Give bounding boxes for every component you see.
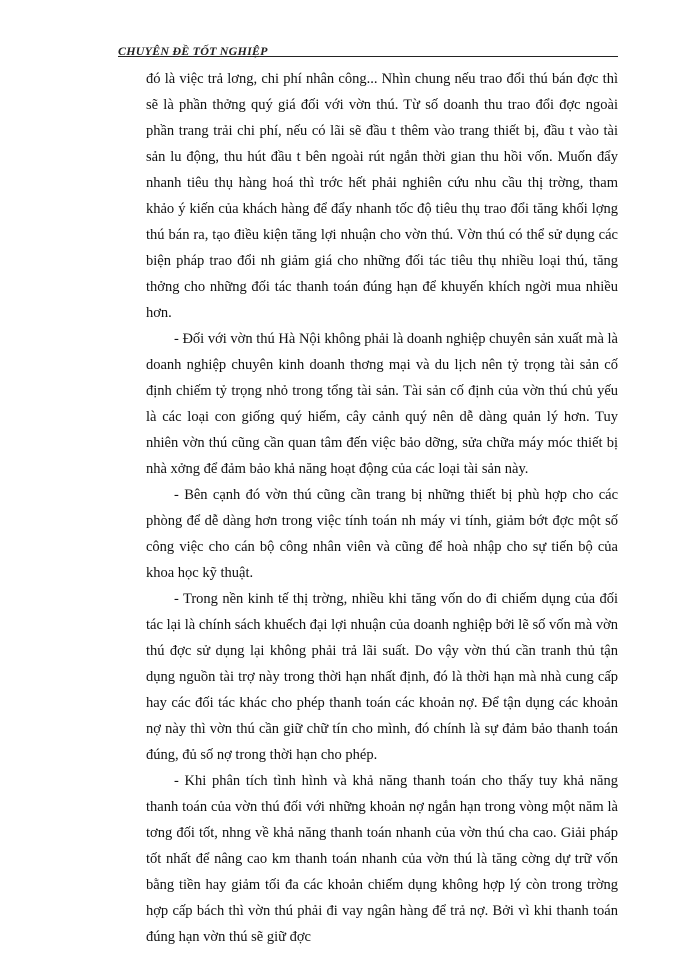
paragraph: - Bên cạnh đó vờn thú cũng cần trang bị những thiết bị phù hợp cho các phòng để dễ dàng hơn trong việc tính toán nh máy vi tính, giảm bớt đợc một số công việc cho cán bộ công nhân viên và cũng để hoà nhập cho sự tiến bộ của khoa học kỹ thuật. <box>146 487 618 581</box>
page-header <box>118 44 618 59</box>
document-body <box>146 66 618 950</box>
paragraph: đó là việc trả lơng, chi phí nhân công... Nhìn chung nếu trao đổi thú bán đợc thì sẽ là phần thởng quý giá đối với vờn thú. Từ số doanh thu trao đổi đợc ngoài phần trang trải chi phí, nếu có lãi sẽ đầu t thêm vào trang thiết bị, đầu t vào tài sản lu động, thu hút đầu t bên ngoài rút ngắn thời gian thu hồi vốn. Muốn đẩy nhanh tiêu thụ hàng hoá thì trớc hết phải nghiên cứu nhu cầu thị trờng, tham khảo ý kiến của khách hàng để đẩy nhanh tốc độ tiêu thụ trao đổi tăng khối lợng thú bán ra, tạo điều kiện tăng lợi nhuận cho vờn thú. Vờn thú có thể sử dụng các biện pháp trao đổi nh giảm giá cho những đối tác tiêu thụ nhiều loại thú, tăng thởng cho những đối tác thanh toán đúng hạn để khuyến khích ngời mua nhiều hơn. <box>146 71 618 321</box>
paragraph: - Khi phân tích tình hình và khả năng thanh toán cho thấy tuy khả năng thanh toán của vờn thú đối với những khoản nợ ngắn hạn trong vòng một năm là tơng đối tốt, nhng về khả năng thanh toán nhanh của vờn thú cha cao. Giải pháp tốt nhất để nâng cao km thanh toán nhanh của vờn thú là tăng cờng dự trữ vốn bằng tiền hay giảm tối đa các khoản chiếm dụng không hợp lý còn trong trờng hợp cấp bách thì vờn thú phải đi vay ngân hàng để trả nợ. Bởi vì khi thanh toán đúng hạn vờn thú sẽ giữ đợc <box>146 773 618 945</box>
paragraph: - Trong nền kinh tế thị trờng, nhiều khi tăng vốn do đi chiếm dụng của đối tác lại là chính sách khuếch đại lợi nhuận của doanh nghiệp bởi lẽ số vốn mà vờn thú đợc sử dụng lại không phải trả lãi suất. Do vậy vờn thú cần tranh thủ tận dụng nguồn tài trợ này trong thời hạn nhất định, đó là thời hạn mà nhà cung cấp hay các đối tác khác cho phép thanh toán các khoản nợ. Để tận dụng các khoản nợ này thì vờn thú cần giữ chữ tín cho mình, đó chính là sự đảm bảo thanh toán đúng, đủ số nợ trong thời hạn cho phép. <box>146 591 618 763</box>
header-title: CHUYÊN ĐỀ TỐT NGHIỆP <box>118 44 268 58</box>
header-rule <box>118 56 618 57</box>
paragraph: - Đối với vờn thú Hà Nội không phải là doanh nghiệp chuyên sản xuất mà là doanh nghiệp chuyên kinh doanh thơng mại và du lịch nên tỷ trọng tài sản cố định chiếm tỷ trọng nhỏ trong tổng tài sản. Tài sản cố định của vờn thú chủ yếu là các loại con giống quý hiếm, cây cảnh quý nên dễ dàng quản lý hơn. Tuy nhiên vờn thú cũng cần quan tâm đến việc bảo dỡng, sửa chữa máy móc thiết bị nhà xởng để đảm bảo khả năng hoạt động của các loại tài sản này. <box>146 331 618 477</box>
